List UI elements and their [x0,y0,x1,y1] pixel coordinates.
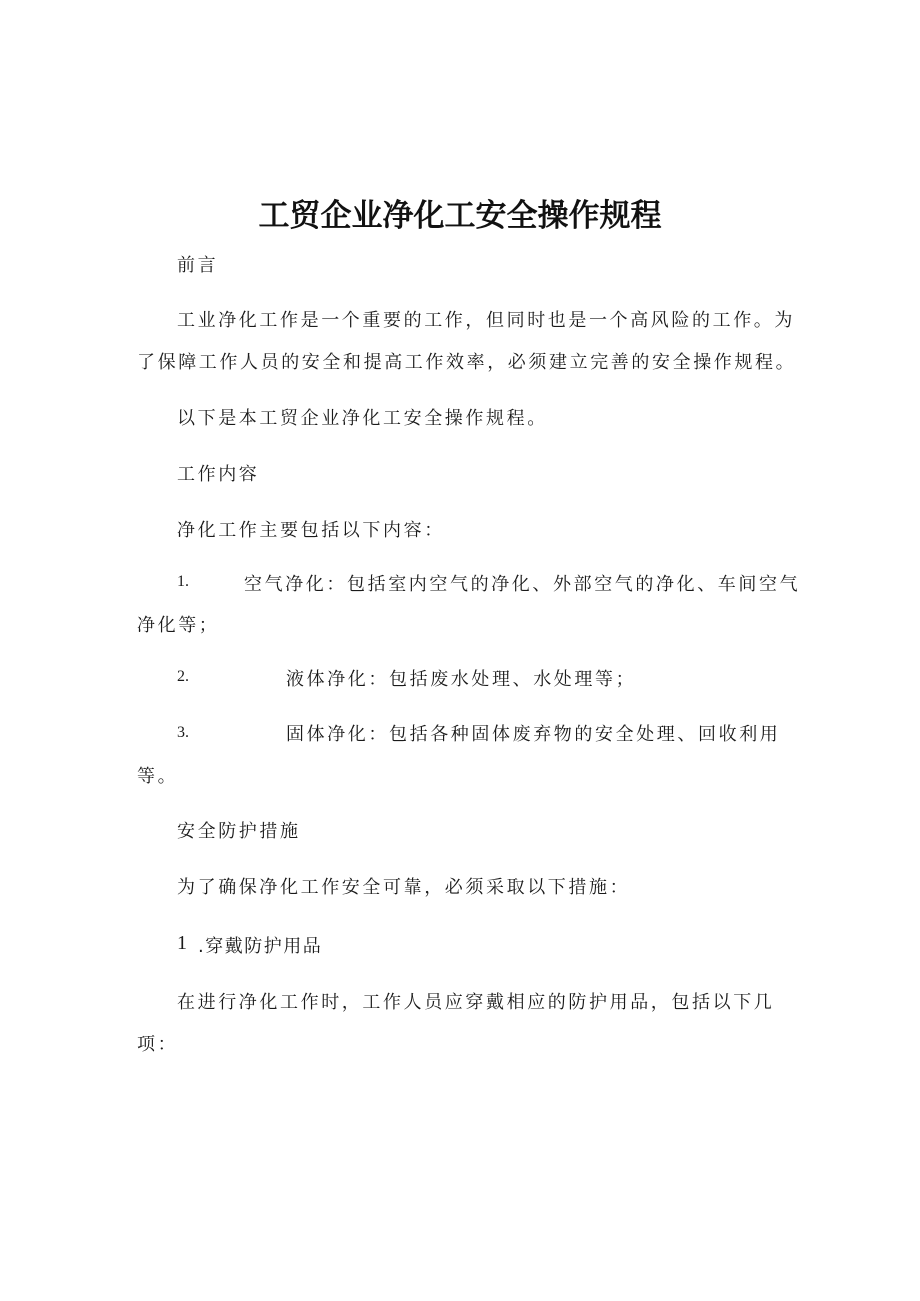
intro-next-paragraph: 以下是本工贸企业净化工安全操作规程。 [177,408,548,429]
preface-heading: 前言 [177,255,219,276]
work-item-3-number: 3. [177,724,189,741]
safety-heading: 安全防护措施 [177,821,301,842]
work-item-1-line-2: 净化等； [137,615,220,636]
safety-item-1-label: .穿戴防护用品 [198,936,323,957]
safety-intro: 为了确保净化工作安全可靠，必须采取以下措施： [177,877,631,898]
safety-item-1-number: 1 [177,932,187,954]
work-item-3-line-1: 固体净化：包括各种固体废弃物的安全处理、回收利用 [286,724,781,745]
work-item-2-number: 2. [177,668,189,685]
work-content-heading: 工作内容 [177,464,260,485]
work-content-intro: 净化工作主要包括以下内容： [177,520,445,541]
work-item-1-number: 1. [177,573,189,590]
intro-paragraph-line-1: 工业净化工作是一个重要的工作，但同时也是一个高风险的工作。为 [177,310,795,331]
work-item-2-line-1: 液体净化：包括废水处理、水处理等； [286,669,637,690]
work-item-1-line-1: 空气净化：包括室内空气的净化、外部空气的净化、车间空气 [244,574,801,595]
intro-paragraph-line-2: 了保障工作人员的安全和提高工作效率，必须建立完善的安全操作规程。 [137,352,797,373]
ppe-paragraph-line-1: 在进行净化工作时，工作人员应穿戴相应的防护用品，包括以下几 [177,992,775,1013]
work-item-3-line-2: 等。 [137,766,179,787]
document-title: 工贸企业净化工安全操作规程 [258,198,662,234]
ppe-paragraph-line-2: 项： [137,1034,179,1055]
